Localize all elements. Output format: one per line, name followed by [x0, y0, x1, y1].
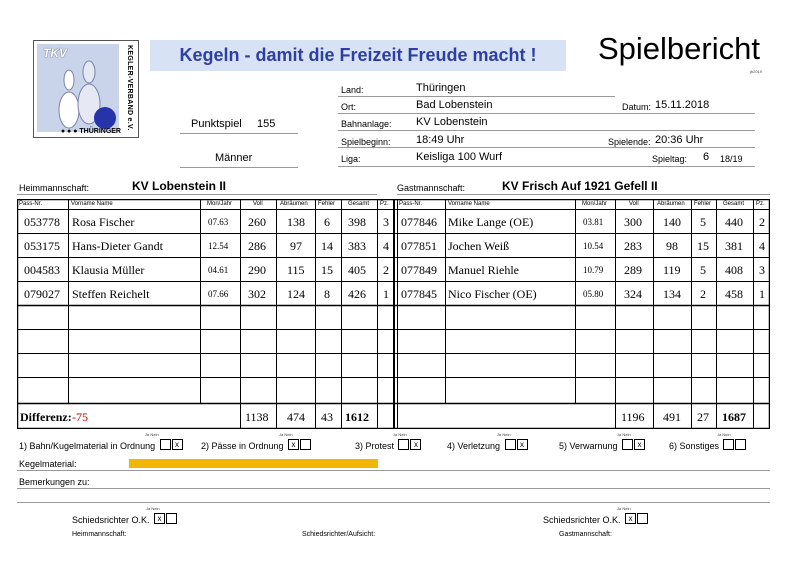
- datum-label: Datum:: [622, 102, 652, 112]
- home-pass: 053778: [24, 215, 60, 229]
- guest-fehler: 2: [700, 287, 706, 301]
- home-fehler: 14: [321, 239, 333, 253]
- version-tag: jb2019: [750, 69, 763, 74]
- col-name-guest: Vorname Name: [448, 201, 490, 207]
- home-mon: 12.54: [208, 241, 229, 251]
- guest-mon: 10.54: [583, 241, 604, 251]
- bahn-label: Bahnanlage:: [341, 119, 392, 129]
- check-no[interactable]: [637, 513, 648, 524]
- check-label: 4) Verletzung: [447, 441, 501, 451]
- guest-gesamt: 458: [725, 287, 743, 301]
- jn-label: Ja Nein: [279, 432, 293, 437]
- home-name: Rosa Fischer: [72, 215, 135, 229]
- home-name: Hans-Dieter Gandt: [72, 239, 163, 253]
- ort-label: Ort:: [341, 102, 356, 112]
- ort-value: Bad Lobenstein: [416, 99, 493, 111]
- schieds-ok-label: Schiedsrichter O.K.: [72, 515, 150, 525]
- diff-value: -75: [72, 410, 88, 424]
- home-pz: 4: [383, 239, 389, 253]
- home-total-gesamt: 1612: [345, 410, 369, 424]
- guest-pass: 077846: [401, 215, 437, 229]
- col-mon-guest: Mon/Jahr: [582, 201, 608, 207]
- page-title: Spielbericht: [598, 31, 760, 66]
- guest-voll: 300: [624, 215, 642, 229]
- check-label: 1) Bahn/Kugelmaterial in Ordnung: [19, 441, 156, 451]
- guest-abr: 134: [663, 287, 681, 301]
- guest-gesamt: 440: [725, 215, 743, 229]
- check-no[interactable]: [300, 439, 311, 450]
- sig-home-label: Heimmannschaft:: [72, 531, 127, 538]
- col-pass-guest: Pass-Nr.: [399, 201, 423, 207]
- kegelmaterial-bar: [129, 459, 378, 468]
- guest-abr: 119: [663, 263, 681, 277]
- land-label: Land:: [341, 85, 364, 95]
- check-yes[interactable]: [398, 439, 409, 450]
- guest-abr: 140: [663, 215, 681, 229]
- liga-label: Liga:: [341, 154, 361, 164]
- land-value: Thüringen: [416, 82, 466, 94]
- home-pz: 3: [383, 215, 389, 229]
- check-item: [355, 432, 422, 454]
- guest-total-abr: 491: [663, 410, 681, 424]
- home-label: Heimmannschaft:: [19, 183, 90, 193]
- home-abr: 138: [287, 215, 305, 229]
- grid-lines: [17, 199, 770, 429]
- sig-aufsicht-label: Schiedsrichter/Aufsicht:: [302, 531, 376, 538]
- col-gesamt-guest: Gesamt: [723, 201, 745, 207]
- check-yes[interactable]: [622, 439, 633, 450]
- jn-label: Ja Nein: [717, 432, 731, 437]
- guest-name: Nico Fischer (OE): [448, 287, 537, 301]
- guest-pass: 077845: [401, 287, 437, 301]
- check-label: 6) Sonstiges: [669, 441, 720, 451]
- check-item: [559, 432, 646, 454]
- guest-pz: 3: [759, 263, 765, 277]
- guest-fehler: 5: [700, 263, 706, 277]
- beginn-label: Spielbeginn:: [341, 137, 391, 147]
- guest-voll: 289: [624, 263, 642, 277]
- checklist: [17, 432, 770, 454]
- guest-abr: 98: [666, 239, 678, 253]
- home-gesamt: 398: [348, 215, 366, 229]
- logo-emblem: [37, 44, 119, 132]
- check-yes[interactable]: x: [625, 513, 636, 524]
- schieds-ok-guest: [543, 506, 649, 528]
- jn-label: Ja Nein: [617, 506, 631, 511]
- diff-label: Differenz:: [20, 410, 72, 424]
- home-pass: 079027: [24, 287, 60, 301]
- guest-mon: 05.80: [583, 289, 604, 299]
- kegelmaterial-label: Kegelmaterial:: [19, 459, 77, 469]
- home-total-voll: 1138: [245, 410, 269, 424]
- col-abr-home: Abräumen: [280, 201, 308, 207]
- guest-fehler: 5: [700, 215, 706, 229]
- jn-label: Ja Nein: [497, 432, 511, 437]
- col-voll-home: Voll: [253, 201, 263, 207]
- home-abr: 124: [287, 287, 305, 301]
- home-gesamt: 405: [348, 263, 366, 277]
- check-yes[interactable]: [723, 439, 734, 450]
- match-number: 155: [257, 118, 276, 130]
- home-fehler: 15: [321, 263, 333, 277]
- guest-total-fehler: 27: [697, 410, 709, 424]
- bemerkungen-label: Bemerkungen zu:: [19, 477, 90, 487]
- guest-fehler: 15: [697, 239, 709, 253]
- datum-value: 15.11.2018: [655, 99, 710, 111]
- guest-name: Manuel Riehle: [448, 263, 519, 277]
- guest-name: Mike Lange (OE): [448, 215, 534, 229]
- check-no[interactable]: x: [517, 439, 528, 450]
- jn-label: Ja Nein: [393, 432, 407, 437]
- home-abr: 97: [290, 239, 302, 253]
- schieds-ok-home: [72, 506, 178, 528]
- spieltag-label: Spieltag:: [652, 154, 688, 164]
- guest-total-gesamt: 1687: [722, 410, 746, 424]
- check-no[interactable]: x: [410, 439, 421, 450]
- guest-name: Jochen Weiß: [448, 239, 510, 253]
- home-fehler: 6: [324, 215, 330, 229]
- col-pz-home: Pz.: [380, 201, 389, 207]
- home-pz: 1: [383, 287, 389, 301]
- guest-voll: 283: [624, 239, 642, 253]
- guest-mon: 10.79: [583, 265, 604, 275]
- jn-label: Ja Nein: [145, 432, 159, 437]
- home-name: Klausia Müller: [72, 263, 145, 277]
- check-no[interactable]: x: [634, 439, 645, 450]
- col-pass-home: Pass-Nr.: [19, 201, 43, 207]
- home-gesamt: 383: [348, 239, 366, 253]
- beginn-value: 18:49 Uhr: [416, 134, 465, 146]
- home-pz: 2: [383, 263, 389, 277]
- home-voll: 260: [248, 215, 266, 229]
- guest-total-voll: 1196: [621, 410, 645, 424]
- schieds-ok-label: Schiedsrichter O.K.: [543, 515, 621, 525]
- sig-guest-label: Gastmannschaft:: [559, 531, 612, 538]
- guest-pz: 1: [759, 287, 765, 301]
- home-abr: 115: [287, 263, 305, 277]
- home-mon: 04.61: [208, 265, 229, 275]
- guest-gesamt: 408: [725, 263, 743, 277]
- home-pass: 053175: [24, 239, 60, 253]
- guest-team-name: KV Frisch Auf 1921 Gefell II: [502, 179, 658, 193]
- logo-name: KEGLER-VERBAND e.V.: [126, 45, 133, 131]
- check-yes[interactable]: x: [154, 513, 165, 524]
- check-item: [201, 432, 312, 454]
- check-label: 2) Pässe in Ordnung: [201, 441, 284, 451]
- guest-pass: 077851: [401, 239, 437, 253]
- home-fehler: 8: [324, 287, 330, 301]
- col-abr-guest: Abräumen: [657, 201, 685, 207]
- check-no[interactable]: [735, 439, 746, 450]
- home-pass: 004583: [24, 263, 60, 277]
- home-voll: 286: [248, 239, 266, 253]
- logo-footer: ● ● ● THÜRINGER: [60, 128, 121, 135]
- category: Männer: [215, 152, 253, 164]
- logo-abbr: TKV: [43, 46, 67, 60]
- home-name: Steffen Reichelt: [72, 287, 150, 301]
- spieltag-value: 6: [703, 151, 710, 163]
- bahn-value: KV Lobenstein: [416, 116, 488, 128]
- check-item: [19, 432, 184, 454]
- saison-value: 18/19: [720, 154, 743, 164]
- col-mon-home: Mon/Jahr: [207, 201, 233, 207]
- home-voll: 302: [248, 287, 266, 301]
- home-team-name: KV Lobenstein II: [132, 179, 227, 193]
- jn-label: Ja Nein: [146, 506, 160, 511]
- ende-label: Spielende:: [608, 137, 651, 147]
- results-table: [17, 199, 770, 429]
- col-name-home: Vorname Name: [71, 201, 113, 207]
- check-label: 5) Verwarnung: [559, 441, 618, 451]
- check-item: [447, 432, 529, 454]
- home-mon: 07.66: [208, 289, 229, 299]
- match-type: [191, 118, 275, 130]
- logo-footer-text: THÜRINGER: [79, 128, 121, 135]
- check-yes[interactable]: x: [288, 439, 299, 450]
- home-voll: 290: [248, 263, 266, 277]
- check-no[interactable]: x: [172, 439, 183, 450]
- match-type-label: Punktspiel: [191, 118, 242, 130]
- tkv-logo: [33, 40, 139, 138]
- jn-label: Ja Nein: [617, 432, 631, 437]
- check-item: [669, 432, 747, 454]
- col-fehler-home: Fehler: [318, 201, 336, 207]
- guest-pz: 4: [759, 239, 765, 253]
- liga-value: Keisliga 100 Wurf: [416, 151, 503, 163]
- slogan-banner: Kegeln - damit die Freizeit Freude macht !: [150, 40, 566, 71]
- home-gesamt: 426: [348, 287, 366, 301]
- col-fehler-guest: Fehler: [694, 201, 712, 207]
- guest-label: Gastmannschaft:: [397, 183, 466, 193]
- ende-value: 20:36 Uhr: [655, 134, 704, 146]
- guest-pass: 077849: [401, 263, 437, 277]
- home-total-abr: 474: [287, 410, 305, 424]
- check-label: 3) Protest: [355, 441, 395, 451]
- guest-voll: 324: [624, 287, 642, 301]
- check-yes[interactable]: [505, 439, 516, 450]
- check-yes[interactable]: [160, 439, 171, 450]
- home-mon: 07.63: [208, 217, 229, 227]
- col-pz-guest: Pz.: [756, 201, 765, 207]
- col-voll-guest: Voll: [629, 201, 639, 207]
- check-no[interactable]: [166, 513, 177, 524]
- home-total-fehler: 43: [321, 410, 333, 424]
- guest-mon: 03.81: [583, 217, 604, 227]
- col-gesamt-home: Gesamt: [348, 201, 370, 207]
- guest-pz: 2: [759, 215, 765, 229]
- guest-gesamt: 381: [725, 239, 743, 253]
